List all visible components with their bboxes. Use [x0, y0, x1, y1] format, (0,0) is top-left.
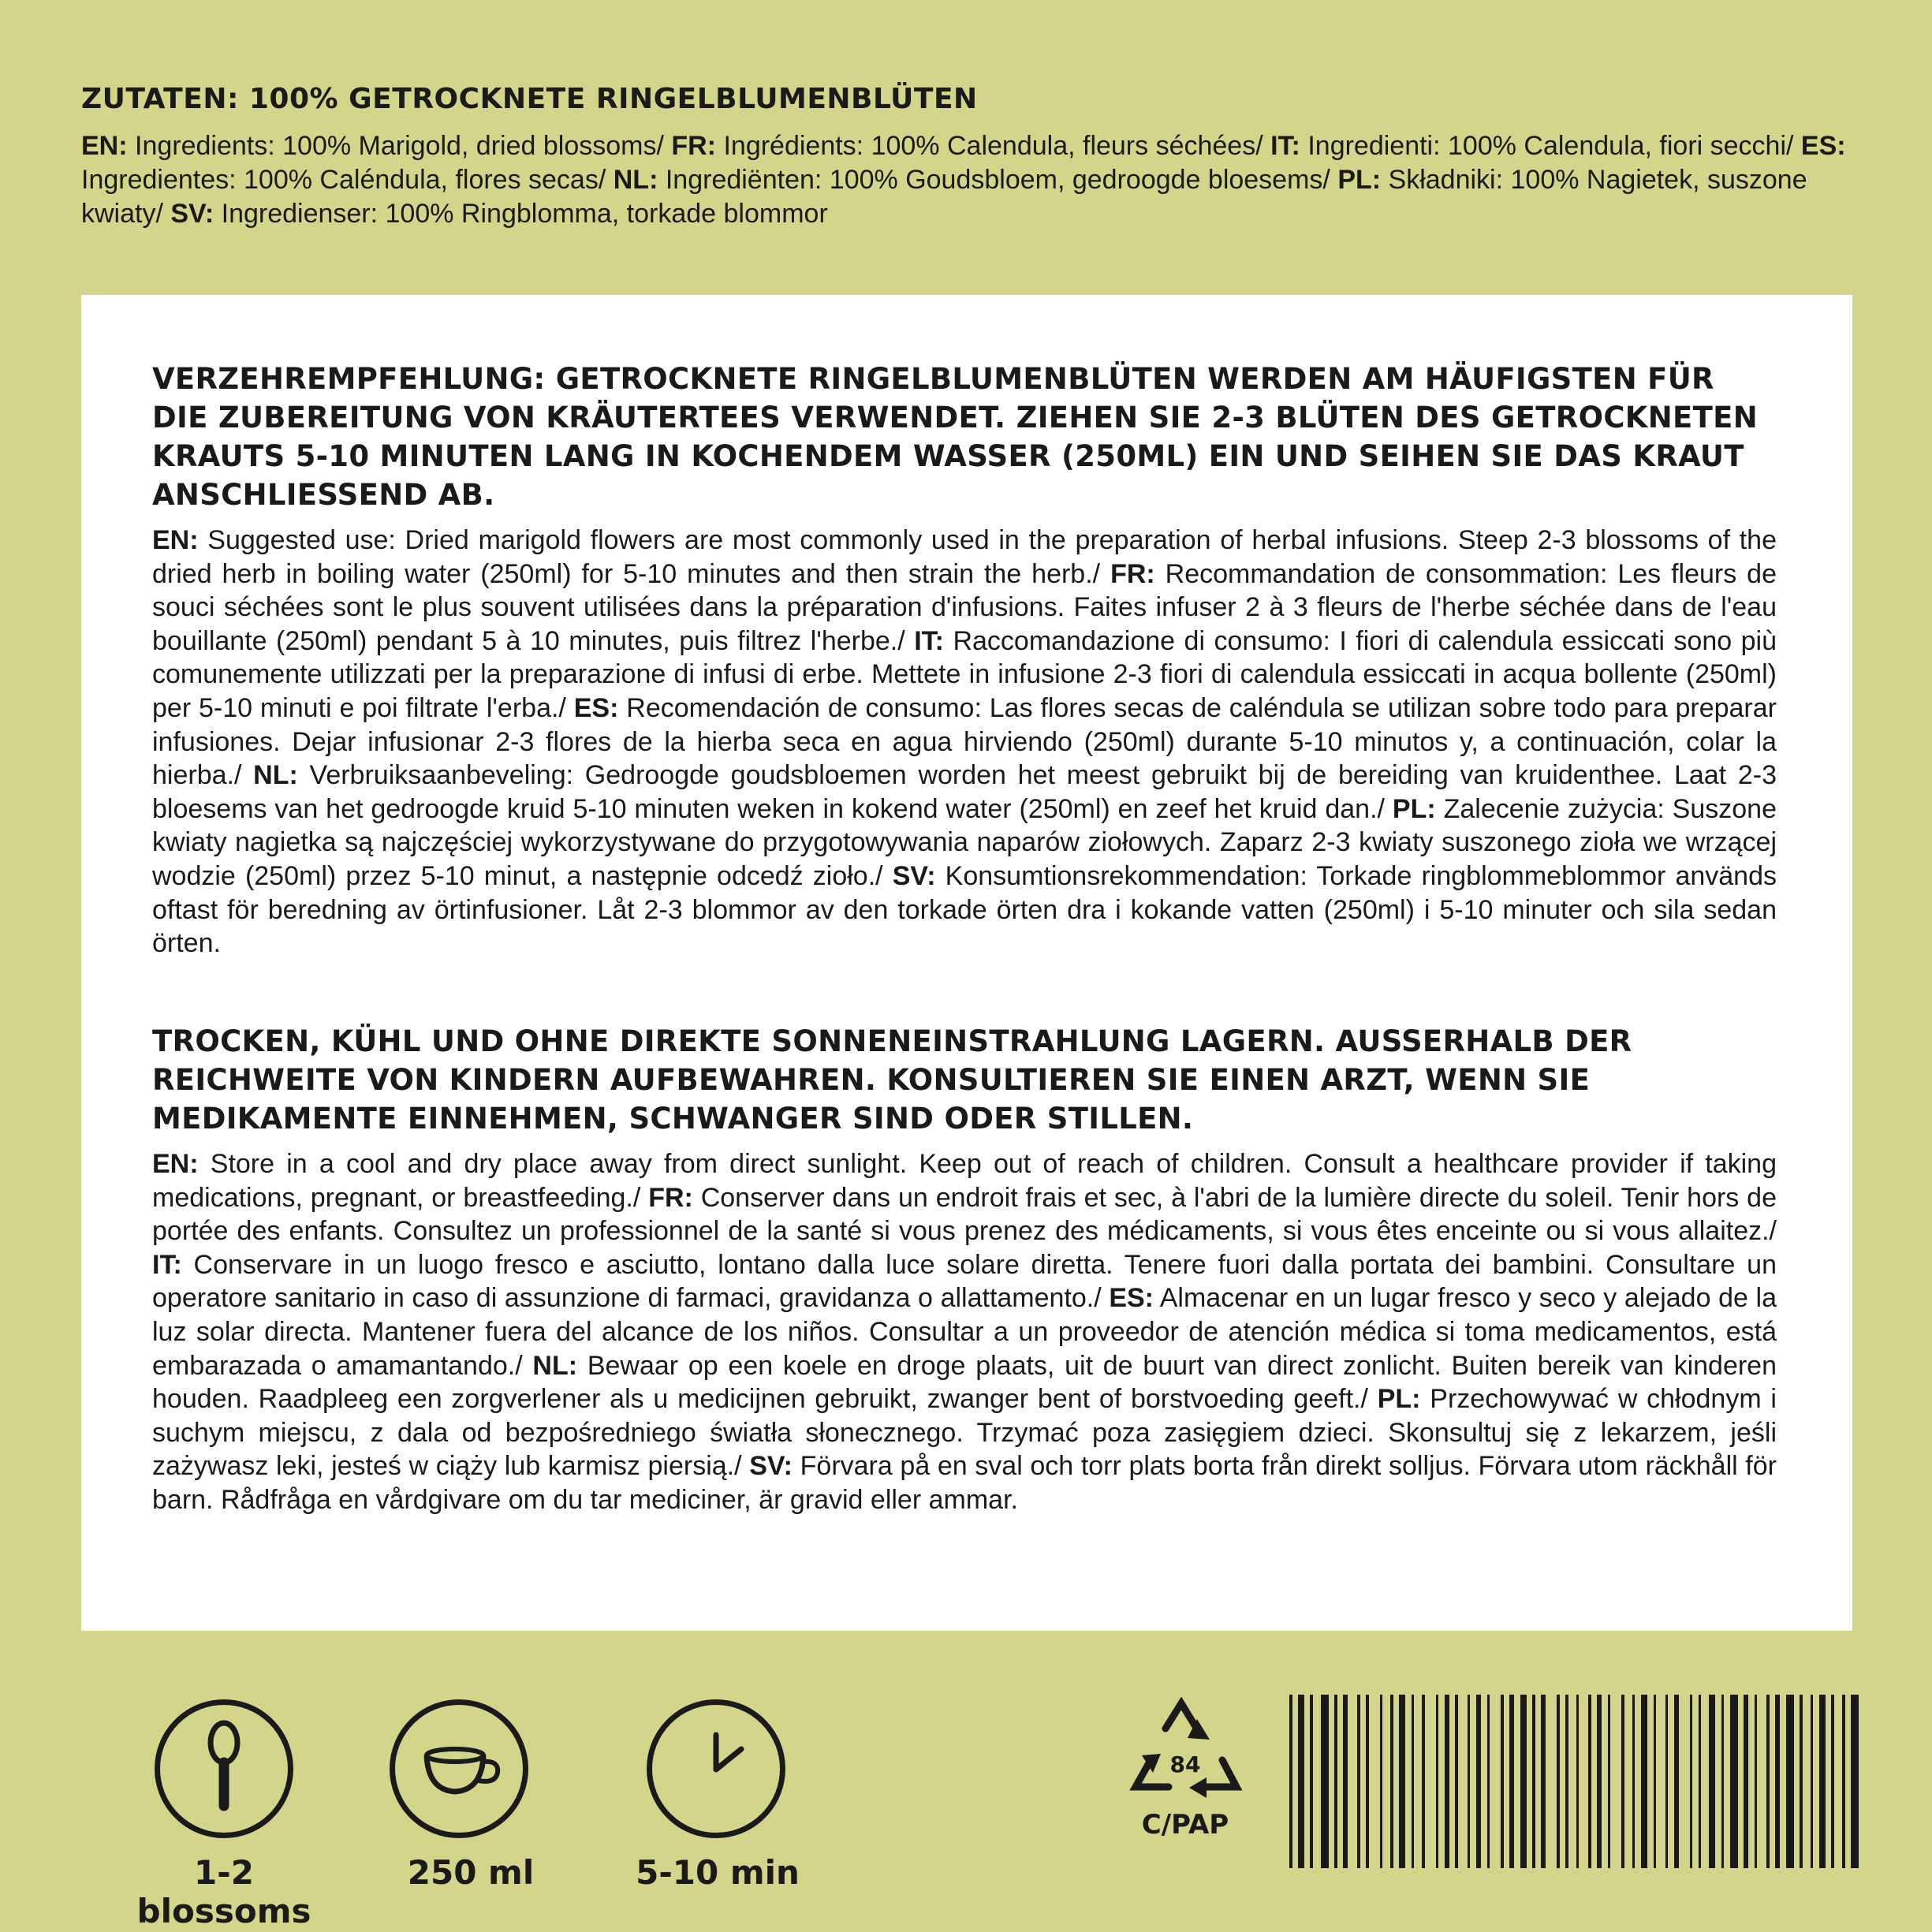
- barcode-bar: [1819, 1695, 1826, 1868]
- barcode-bar: [1621, 1695, 1624, 1868]
- barcode-bar: [1399, 1695, 1405, 1868]
- barcode-bar: [1321, 1695, 1329, 1868]
- barcode-bar: [1390, 1695, 1393, 1868]
- clock-caption: 5-10 min: [636, 1853, 800, 1892]
- barcode-bar: [1357, 1695, 1360, 1868]
- barcode-bar: [1632, 1695, 1635, 1868]
- barcode-bar: [1699, 1695, 1701, 1868]
- barcode-bar: [1786, 1695, 1794, 1868]
- barcode-bar: [1501, 1695, 1504, 1868]
- ingredients-block: [81, 83, 1863, 231]
- recycle-code: C/PAP: [1141, 1809, 1229, 1841]
- barcode-bar: [1690, 1695, 1692, 1868]
- usage-heading: VERZEHREMPFEHLUNG: GETROCKNETE RINGELBLUMENBLÜTEN WERDEN AM HÄUFIGSTEN FÜR DIE ZUBEREITUNG VON KRÄUTERTEES VERWENDET. ZIEHEN SIE 2-3 BLÜTEN DES GETROCKNETEN KRAUTS 5-10 MINUTEN LANG IN KOCHENDEM WASSER (250ML) EIN UND SEIHEN SIE DAS KRAUT ANSCHLIESSEND AB.: [152, 362, 1758, 512]
- info-card: [81, 295, 1852, 1631]
- barcode-bar: [1565, 1695, 1568, 1868]
- barcode-bar: [1541, 1695, 1546, 1868]
- barcode-bar: [1766, 1695, 1770, 1868]
- barcode-bar: [1674, 1695, 1679, 1868]
- barcode-bar: [1744, 1695, 1748, 1868]
- ingredients-heading: ZUTATEN: 100% GETROCKNETE RINGELBLUMENBLÜTEN: [81, 83, 978, 115]
- barcode-bar: [1709, 1695, 1715, 1868]
- barcode-bar: [1343, 1695, 1348, 1868]
- barcode-bar: [1576, 1695, 1579, 1868]
- storage-translations: EN: Store in a cool and dry place away from direct sunlight. Keep out of reach of children. Consult a healthcare provider if taking medications, pregnant, or breastfeeding./ FR: Conserver dans un endroit frais et sec, à l'abri de la lumière directe du soleil. Tenir hors de portée des enfants. Consultez un professionnel de la santé si vous prenez des médicaments, si vous êtes enceinte ou si vous allaitez./ IT: Conservare in un luogo fresco e asciutto, lontano dalla luce solare diretta. Tenere fuori dalla portata dei bambini. Consultare un operatore sanitario in caso di assunzione di farmaci, gravidanza o allattamento./ ES: Almacenar en un lugar fresco y seco y alejado de la luz solar directa. Mantener fuera del alcance de los niños. Consultar a un proveedor de atención médica si toma medicamentos, está embarazada o amamantando./ NL: Bewaar op een koele en droge plaats, uit de buurt van direct zonlicht. Buiten bereik van kinderen houden. Raadpleeg een zorgverlener als u medicijnen gebruikt, zwanger bent of borstvoeding geeft./ PL: Przechowywać w chłodnym i suchym miejscu, z dala od bezpośredniego światła słonecznego. Trzymać poza zasięgiem dzieci. Skonsultuj się z lekarzem, jeśli zażywasz leki, jesteś w ciąży lub karmisz piersią./ SV: Förvara på en sval och torr plats borta från direkt solljus. Förvara utom räckhåll för barn. Rådfråga en vårdgivare om du tar mediciner, är gravid eller ammar.: [152, 1149, 1777, 1515]
- barcode-bar: [1641, 1695, 1647, 1868]
- recycle-number: 84: [1169, 1751, 1201, 1777]
- usage-section: [152, 360, 1777, 960]
- footer-icons: [0, 1688, 1932, 1932]
- clock-icon: [647, 1699, 785, 1838]
- barcode-bar: [1412, 1695, 1414, 1868]
- spoon-caption: 1-2 blossoms: [136, 1853, 311, 1930]
- barcode-bar: [1800, 1695, 1803, 1868]
- barcode-bar: [1422, 1695, 1425, 1868]
- barcode-bar: [1851, 1695, 1859, 1868]
- barcode-bar: [1665, 1695, 1668, 1868]
- barcode-bar: [1455, 1695, 1458, 1868]
- barcode-bar: [1654, 1695, 1656, 1868]
- barcode-bar: [1436, 1695, 1438, 1868]
- ingredients-translations: EN: Ingredients: 100% Marigold, dried blossoms/ FR: Ingrédients: 100% Calendula, fleurs séchées/ IT: Ingredienti: 100% Calendula, fiori secchi/ ES: Ingredientes: 100% Caléndula, flores secas/ NL: Ingrediënten: 100% Goudsbloem, gedroogde bloesems/ PL: Składniki: 100% Nagietek, suszone kwiaty/ SV: Ingredienser: 100% Ringblomma, torkade blommor: [81, 131, 1846, 229]
- barcode-bar: [1334, 1695, 1337, 1868]
- barcode-bar: [1775, 1695, 1780, 1868]
- barcode-bar: [1468, 1695, 1470, 1868]
- barcode: [1289, 1695, 1865, 1868]
- barcode-bar: [1310, 1695, 1313, 1868]
- spoon-icon: [155, 1699, 293, 1838]
- storage-heading: TROCKEN, KÜHL UND OHNE DIREKTE SONNENEINSTRAHLUNG LAGERN. AUSSERHALB DER REICHWEITE VON KINDERN AUFBEWAHREN. KONSULTIEREN SIE EINEN ARZT, WENN SIE MEDIKAMENTE EINNEHMEN, SCHWANGER SIND ODER STILLEN.: [152, 1024, 1632, 1136]
- usage-translations: EN: Suggested use: Dried marigold flowers are most commonly used in the preparation of herbal infusions. Steep 2-3 blossoms of the dried herb in boiling water (250ml) for 5-10 minutes and then strain the herb./ FR: Recommandation de consommation: Les fleurs de souci séchées sont le plus souvent utilisées dans la préparation d'infusions. Faites infuser 2 à 3 fleurs de l'herbe séchée dans de l'eau bouillante (250ml) pendant 5 à 10 minutes, puis filtrez l'herbe./ IT: Raccomandazione di consumo: I fiori di calendula essiccati sono più comunemente utilizzati per la preparazione di infusi di erbe. Mettete in infusione 2-3 fiori di calendula essiccati in acqua bollente (250ml) per 5-10 minuti e poi filtrate l'erba./ ES: Recomendación de consumo: Las flores secas de caléndula se utilizan sobre todo para preparar infusiones. Dejar infusionar 2-3 flores de la hierba seca en agua hirviendo (250ml) durante 5-10 minutos y, a continuación, colar la hierba./ NL: Verbruiksaanbeveling: Gedroogde goudsbloemen worden het meest gebruikt bij de bereiding van kruidenthee. Laat 2-3 bloesems van het gedroogde kruid 5-10 minuten weken in kokend water (250ml) en zeef het kruid dan./ PL: Zalecenie zużycia: Suszone kwiaty nagietka są najczęściej wykorzystywane do przygotowywania naparów ziołowych. Zaparz 2-3 kwiaty suszonego zioła we wrzącej wodzie (250ml) przez 5-10 minut, a następnie odcedź zioło./ SV: Konsumtionsrekommendation: Torkade ringblommeblommor används oftast för beredning av örtinfusioner. Låt 2-3 blommor av den torkade örten dra i kokande vatten (250ml) i 5-10 minuter och sila sedan örten.: [152, 525, 1777, 959]
- barcode-bar: [1597, 1695, 1602, 1868]
- barcode-bar: [1445, 1695, 1449, 1868]
- barcode-bar: [1755, 1695, 1757, 1868]
- barcode-bar: [1532, 1695, 1535, 1868]
- barcode-bar: [1520, 1695, 1527, 1868]
- recycle-triangle-icon: [1118, 1688, 1252, 1845]
- barcode-bar: [1298, 1695, 1304, 1868]
- barcode-bar: [1487, 1695, 1490, 1868]
- barcode-bar: [1842, 1695, 1845, 1868]
- cup-caption: 250 ml: [407, 1853, 535, 1892]
- barcode-bar: [1476, 1695, 1481, 1868]
- barcode-bar: [1380, 1695, 1382, 1868]
- barcode-bar: [1721, 1695, 1724, 1868]
- barcode-bar: [1608, 1695, 1610, 1868]
- barcode-bar: [1811, 1695, 1813, 1868]
- barcode-bar: [1289, 1695, 1292, 1868]
- storage-section: [152, 1022, 1777, 1517]
- barcode-bar: [1730, 1695, 1738, 1868]
- cup-icon: [390, 1699, 528, 1838]
- barcode-bar: [1509, 1695, 1514, 1868]
- barcode-bar: [1557, 1695, 1560, 1868]
- barcode-bar: [1366, 1695, 1369, 1868]
- barcode-bar: [1588, 1695, 1591, 1868]
- barcode-bar: [1831, 1695, 1834, 1868]
